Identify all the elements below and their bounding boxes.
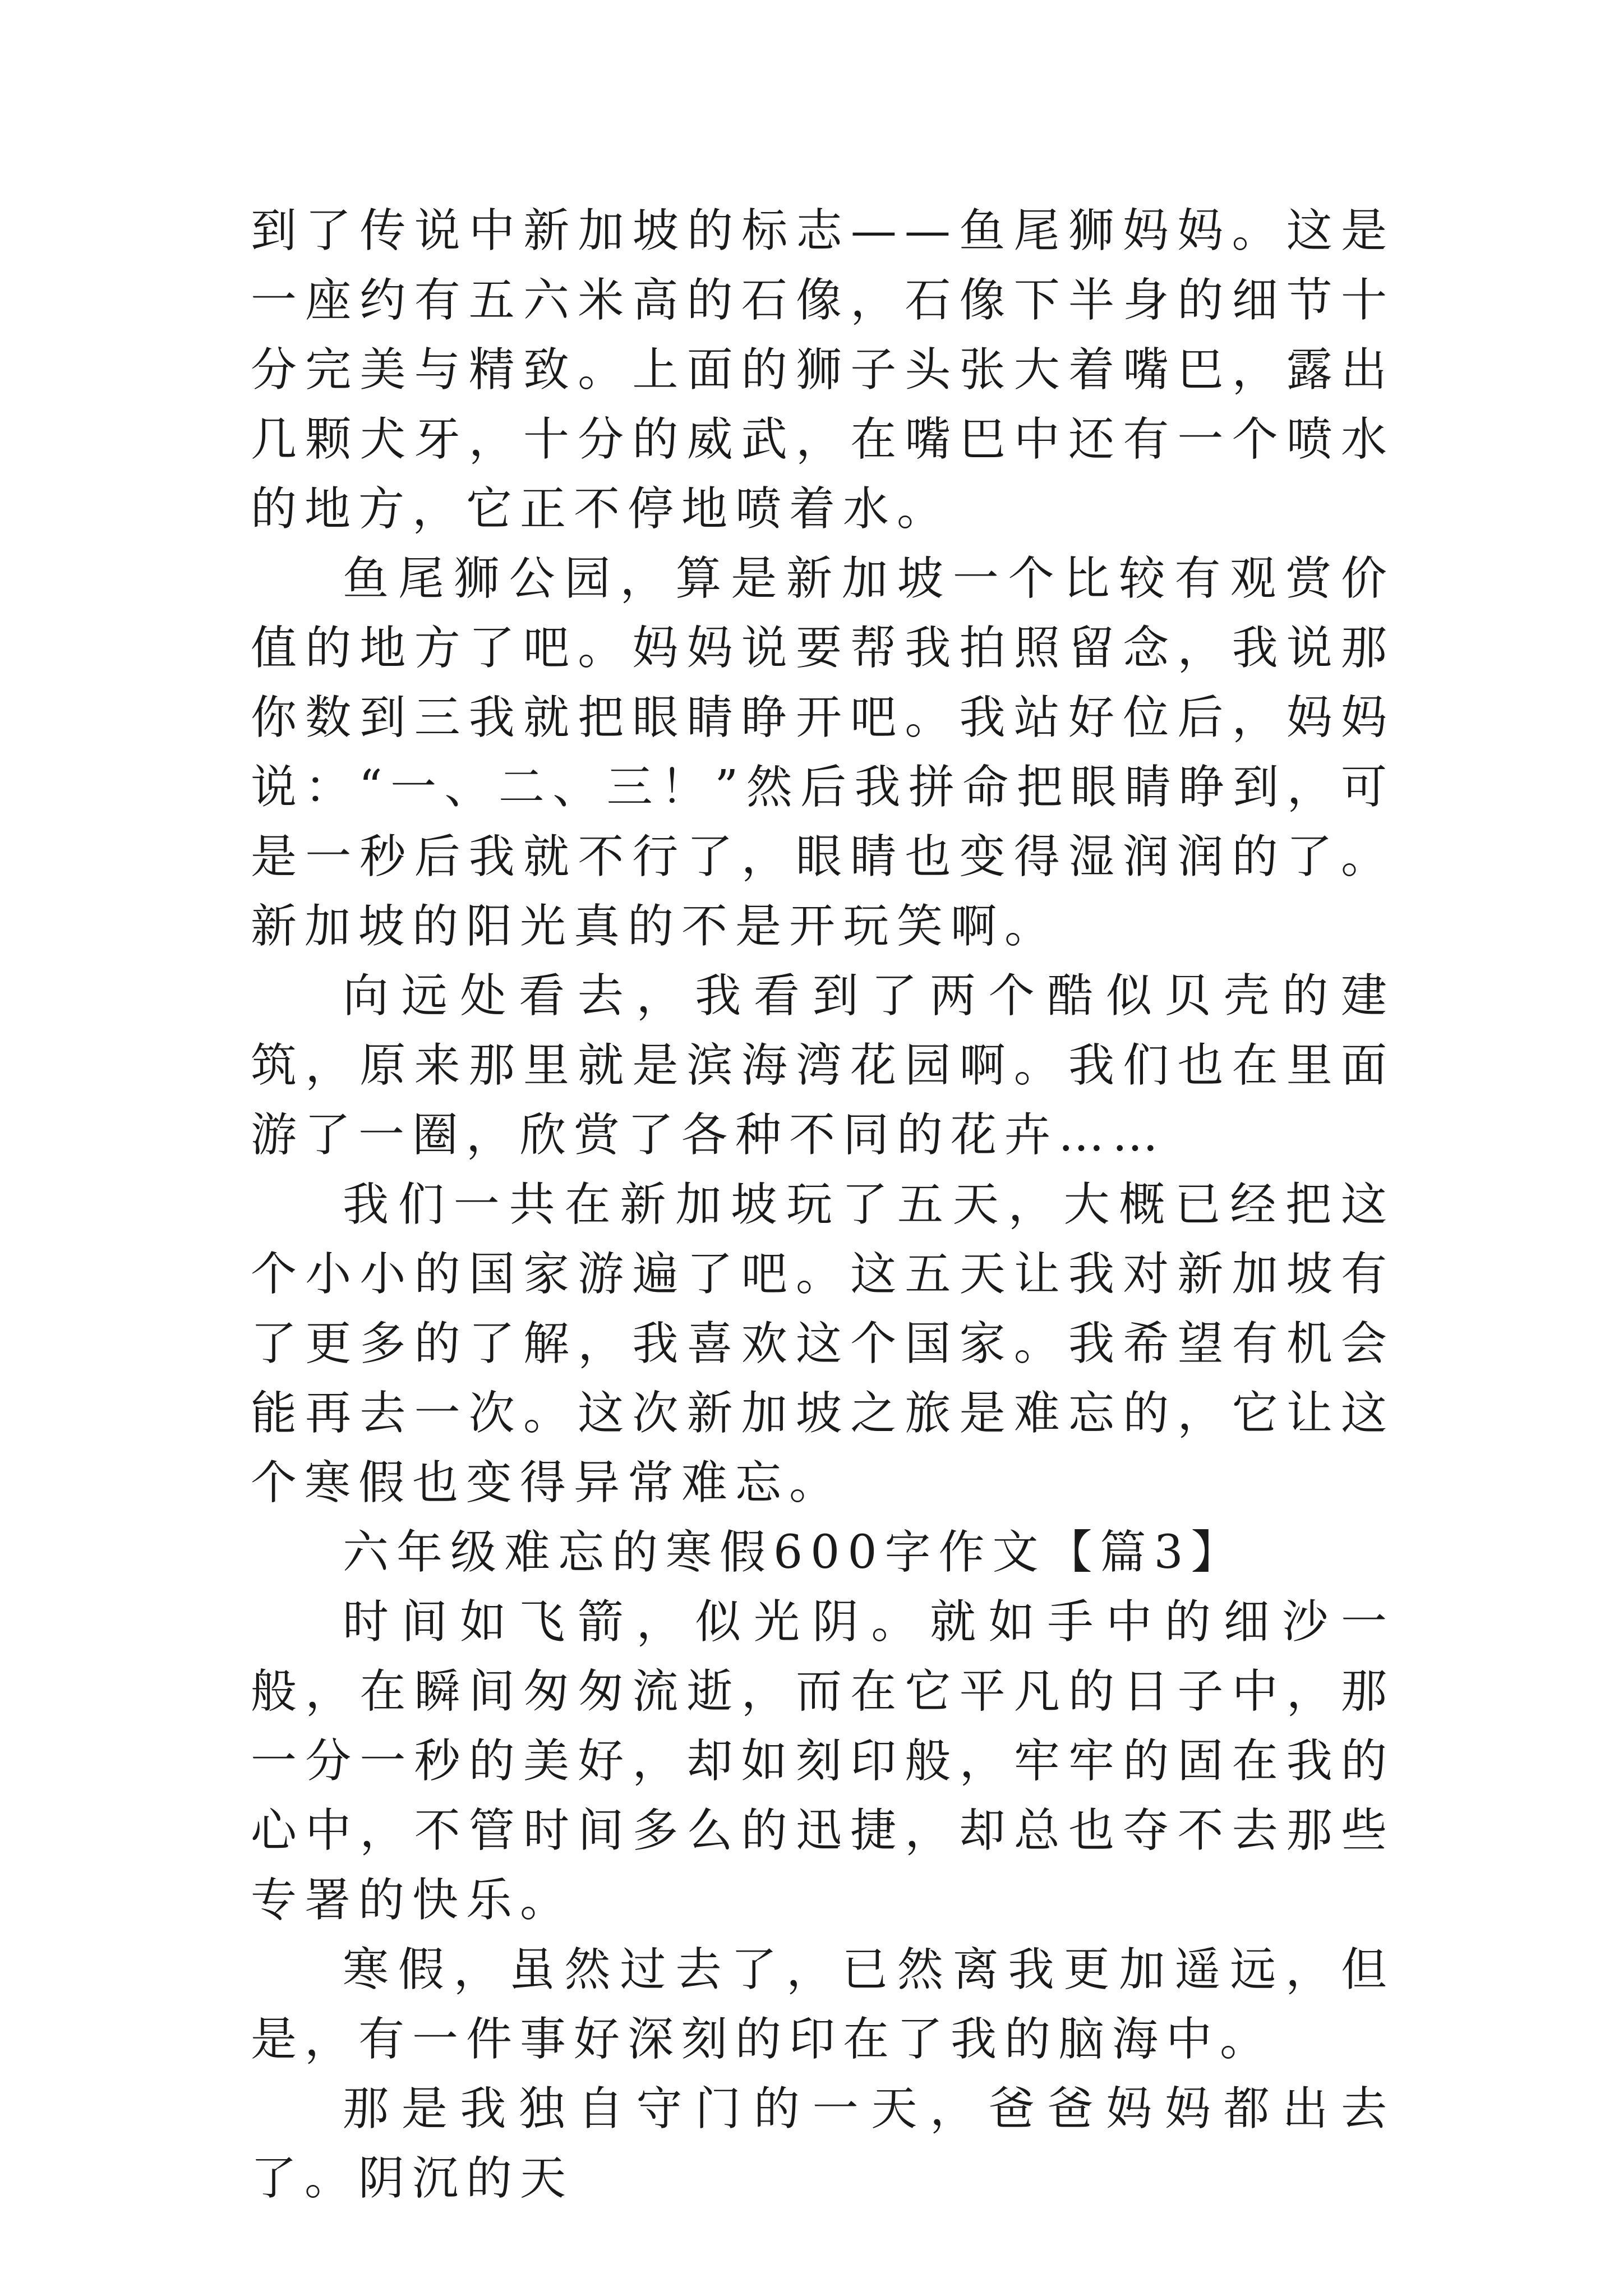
paragraph-time: 时间如飞箭，似光阴。就如手中的细沙一般，在瞬间匆匆流逝，而在它平凡的日子中，那一分一秒的美好，却如刻印般，牢牢的固在我的心中，不管时间多么的迅捷，却总也夺不去那些专署的快乐。 xyxy=(251,1595,1395,1927)
paragraph-merlion-park: 鱼尾狮公园，算是新加坡一个比较有观赏价值的地方了吧。妈妈说要帮我拍照留念，我说那你数到三我就把眼睛睁开吧。我站好位后，妈妈说：“一、二、三！”然后我拼命把眼睛睁到，可是一秒后我就不行了，眼睛也变得湿润润的了。新加坡的阳光真的不是开玩笑啊。 xyxy=(251,552,1395,953)
paragraph-gardens: 向远处看去，我看到了两个酷似贝壳的建筑，原来那里就是滨海湾花园啊。我们也在里面游了一圈，欣赏了各种不同的花卉…… xyxy=(251,969,1395,1162)
paragraph-alone-day: 那是我独自守门的一天，爸爸妈妈都出去了。阴沉的天 xyxy=(251,2082,1395,2205)
paragraph-winter-break: 寒假，虽然过去了，已然离我更加遥远，但是，有一件事好深刻的印在了我的脑海中。 xyxy=(251,1943,1395,2066)
section-heading: 六年级难忘的寒假600字作文【篇3】 xyxy=(343,1526,1245,1579)
paragraph-five-days: 我们一共在新加坡玩了五天，大概已经把这个小小的国家游遍了吧。这五天让我对新加坡有了更多的了解，我喜欢这个国家。我希望有机会能再去一次。这次新加坡之旅是难忘的，它让这个寒假也变得异常难忘。 xyxy=(251,1178,1395,1510)
document-body xyxy=(251,196,1395,2214)
paragraph-merlion: 到了传说中新加坡的标志——鱼尾狮妈妈。这是一座约有五六米高的石像，石像下半身的细节十分完美与精致。上面的狮子头张大着嘴巴，露出几颗犬牙，十分的威武，在嘴巴中还有一个喷水的地方，它正不停地喷着水。 xyxy=(251,204,1395,536)
